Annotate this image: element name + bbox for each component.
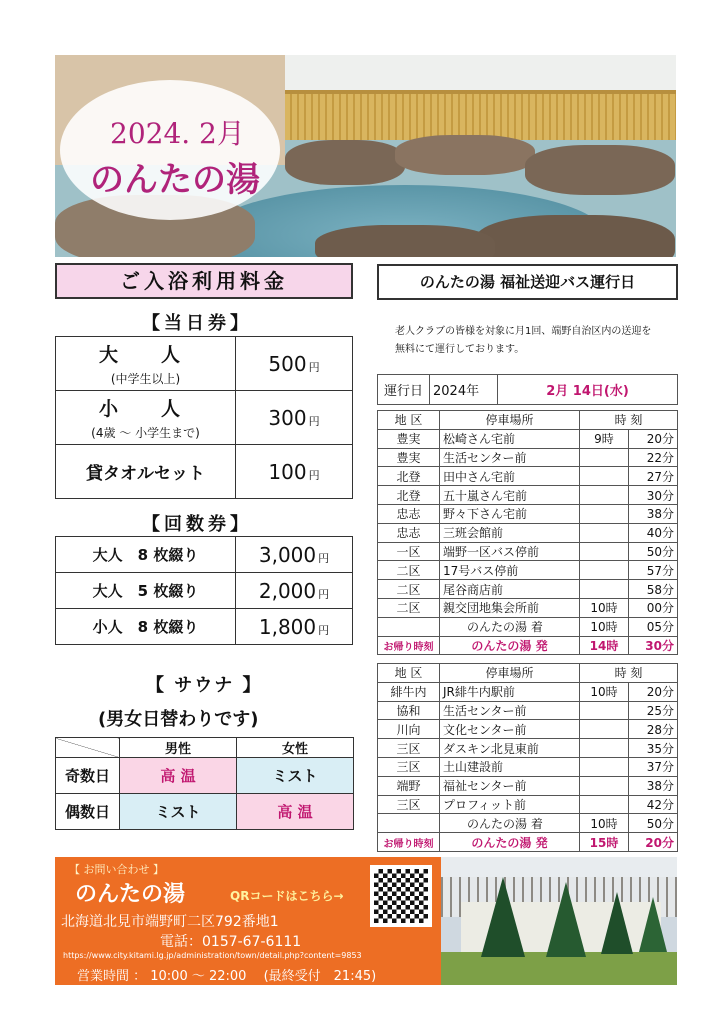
bus-desc-1: 老人クラブの皆様を対象に月1回、端野自治区内の送迎を xyxy=(395,326,652,337)
table-row: 北登 五十嵐さん宅前 30分 xyxy=(378,486,678,505)
run-date-table xyxy=(377,374,678,405)
sauna-table xyxy=(55,737,354,830)
table-row: 豊実 松崎さん宅前 9時 20分 xyxy=(378,429,678,448)
fees-header: ご入浴利用料金 xyxy=(55,263,353,299)
day-ticket-table xyxy=(55,336,353,499)
table-row: 二区 親交団地集会所前 10時 00分 xyxy=(378,598,678,617)
table-row: 忠志 野々下さん宅前 38分 xyxy=(378,504,678,523)
coupon-label: 【回数券】 xyxy=(142,514,252,535)
route1-table: 地 区 停車場所 時 刻 豊実 松崎さん宅前 9時 20分 豊実 生活センター前 22分 北登 田中さん宅前 27分 北登 五十嵐さん宅前 30分 忠志 野々下さん宅前 38分 忠志 三班会館前 40分 一区 端野一区バス停前 50分 二区 17号バス停前 57分 二区 尾谷商店前 58分 二区 親交団地集会所前 10時 00分 のんたの湯 着 10時 05分 お帰り時刻 のんたの湯 発 14時 30分 xyxy=(377,410,678,655)
run-date: 2月 14日(水) xyxy=(498,375,678,405)
even-male: ミスト xyxy=(120,794,237,830)
child-price: 300 xyxy=(268,405,307,430)
table-row: 大 人 (中学生以上) 500 円 xyxy=(56,337,353,391)
towel-label: 貸タオルセット xyxy=(86,464,205,484)
odd-day: 奇数日 xyxy=(56,758,120,794)
child-sub: (4歳 ～ 小学生まで) xyxy=(91,426,200,440)
table-row: 三区 ダスキン北見東前 35分 xyxy=(378,739,678,758)
return-row: お帰り時刻 のんたの湯 発 14時 30分 xyxy=(378,636,678,655)
table-row: 協和 生活センター前 25分 xyxy=(378,701,678,720)
table-row: 一区 端野一区バス停前 50分 xyxy=(378,542,678,561)
table-row: 二区 17号バス停前 57分 xyxy=(378,561,678,580)
contact-name: のんたの湯 xyxy=(75,882,186,907)
table-row: 大人 5 枚綴り 2,000 円 xyxy=(56,573,353,609)
qr-code xyxy=(370,865,432,927)
coupon-table xyxy=(55,536,353,645)
day-ticket-label: 【当日券】 xyxy=(142,313,252,334)
adult-sub: (中学生以上) xyxy=(110,372,181,386)
bus-header: のんたの湯 福祉送迎バス運行日 xyxy=(377,264,678,300)
table-row: 北登 田中さん宅前 27分 xyxy=(378,467,678,486)
contact-box xyxy=(55,857,441,985)
run-year: 2024年 xyxy=(430,375,498,405)
table-row: 緋牛内 JR緋牛内駅前 10時 20分 xyxy=(378,682,678,701)
table-row xyxy=(56,794,354,830)
adult-price: 500 xyxy=(268,351,307,376)
child-label: 小 人 xyxy=(98,398,192,420)
table-row: 小 人 (4歳 ～ 小学生まで) 300 円 xyxy=(56,391,353,445)
odd-male: 高 温 xyxy=(120,758,237,794)
title-name: のんたの湯 xyxy=(90,160,260,200)
contact-url: https://www.city.kitami.lg.jp/administration/town/detail.php?content=9853 xyxy=(63,951,362,960)
table-row: 貸タオルセット 100 円 xyxy=(56,445,353,499)
building-photo xyxy=(441,857,677,985)
table-row xyxy=(56,758,354,794)
col-male: 男性 xyxy=(120,738,237,758)
route2-table: 地 区 停車場所 時 刻 緋牛内 JR緋牛内駅前 10時 20分 協和 生活センター前 25分 川向 文化センター前 28分 三区 ダスキン北見東前 35分 三区 土山建設前 37分 端野 福祉センター前 38分 三区 プロフィット前 42分 のんたの湯 着 10時 50分 お帰り時刻 のんたの湯 発 15時 20分 xyxy=(377,663,678,852)
table-row: 三区 土山建設前 37分 xyxy=(378,757,678,776)
table-row: 小人 8 枚綴り 1,800 円 xyxy=(56,609,353,645)
col-female: 女性 xyxy=(237,738,354,758)
coupon-1-price: 3,000 xyxy=(258,542,317,567)
title-year: 2024. 2月 xyxy=(110,117,245,150)
towel-price: 100 xyxy=(268,459,307,484)
return-row: お帰り時刻 のんたの湯 発 15時 20分 xyxy=(378,833,678,852)
table-row: 豊実 生活センター前 22分 xyxy=(378,448,678,467)
sauna-subtitle: (男女日替わりです) xyxy=(98,709,259,730)
bus-desc-2: 無料にて運行しております。 xyxy=(395,344,525,355)
adult-label: 大 人 xyxy=(98,344,192,366)
table-row: 忠志 三班会館前 40分 xyxy=(378,523,678,542)
contact-address: 北海道北見市端野町二区792番地1 xyxy=(61,914,279,930)
table-row: 大人 8 枚綴り 3,000 円 xyxy=(56,537,353,573)
contact-hours: 営業時間 ： 10:00 ～ 22:00 (最終受付 21:45) xyxy=(77,969,377,984)
table-row: 二区 尾谷商店前 58分 xyxy=(378,580,678,599)
table-row: のんたの湯 着 10時 05分 xyxy=(378,617,678,636)
table-row: 三区 プロフィット前 42分 xyxy=(378,795,678,814)
coupon-3-label: 小人 8 枚綴り xyxy=(56,609,236,645)
contact-heading: 【 お問い合わせ 】 xyxy=(69,863,164,876)
run-label: 運行日 xyxy=(378,375,430,405)
even-day: 偶数日 xyxy=(56,794,120,830)
coupon-1-label: 大人 8 枚綴り xyxy=(56,537,236,573)
coupon-2-price: 2,000 xyxy=(258,578,317,603)
even-female: 高 温 xyxy=(237,794,354,830)
contact-tel: 電話：0157-67-6111 xyxy=(160,934,302,950)
coupon-3-price: 1,800 xyxy=(258,614,317,639)
sauna-title: 【 サウナ 】 xyxy=(146,675,263,696)
table-row: のんたの湯 着 10時 50分 xyxy=(378,814,678,833)
table-row: 端野 福祉センター前 38分 xyxy=(378,776,678,795)
odd-female: ミスト xyxy=(237,758,354,794)
qr-text: QRコードはこちら→ xyxy=(230,889,344,903)
coupon-2-label: 大人 5 枚綴り xyxy=(56,573,236,609)
table-row: 川向 文化センター前 28分 xyxy=(378,720,678,739)
